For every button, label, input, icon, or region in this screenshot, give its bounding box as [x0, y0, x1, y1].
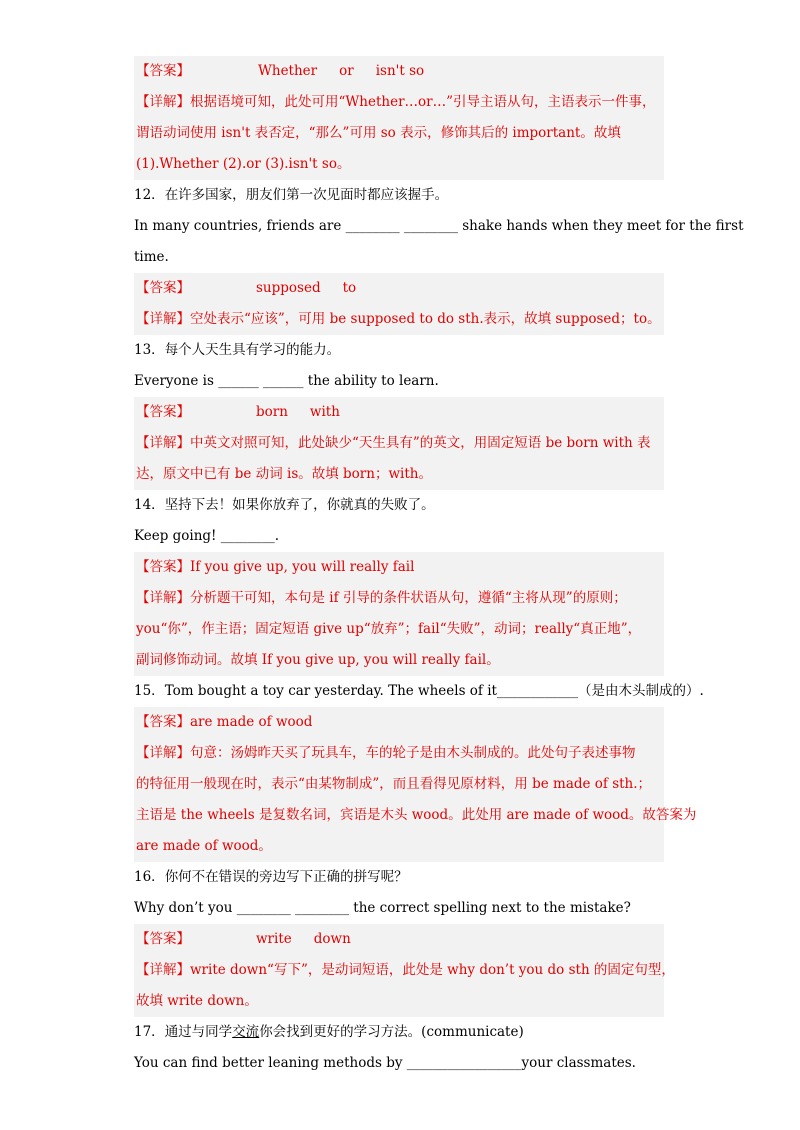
- answer-line: [136, 552, 662, 583]
- answer-label: 【答案】: [136, 63, 190, 79]
- question-cn-text: 你何不在错误的旁边写下正确的拼写呢？: [164, 869, 408, 885]
- detail-line: 副词修饰动词。故填 If you give up, you will really fail。: [136, 652, 500, 668]
- detail-line: [136, 304, 662, 335]
- answer-line: [136, 56, 662, 87]
- answer-label: 【答案】: [136, 280, 190, 296]
- answer-label: 【答案】: [136, 714, 190, 730]
- question-en: time.: [134, 249, 169, 265]
- detail-text: 句意：汤姆昨天买了玩具车，车的轮子是由木头制成的。此处句子表述事物: [190, 745, 636, 761]
- detail-line: [136, 738, 662, 769]
- underlined-word: 交流: [232, 1024, 260, 1040]
- question-en: In many countries, friends are ________ ________ shake hands when they meet for the first: [134, 218, 744, 234]
- detail-line: 主语是 the wheels 是复数名词，宾语是木头 wood。此处用 are made of wood。故答案为: [136, 807, 697, 823]
- answer-word: or: [339, 63, 354, 79]
- question-number: 16．: [134, 869, 165, 885]
- question-en: Why don’t you ________ ________ the correct spelling next to the mistake?: [134, 900, 631, 916]
- detail-text: 空处表示“应该”，可用 be supposed to do sth.表示，故填 supposed；to。: [190, 311, 661, 327]
- detail-label: 【详解】: [136, 311, 190, 327]
- detail-label: 【详解】: [136, 590, 190, 606]
- question-number: 14．: [134, 497, 165, 513]
- question-cn: [134, 180, 664, 211]
- answer-box: [134, 273, 664, 335]
- question-cn: [134, 490, 664, 521]
- answer-line: [136, 397, 662, 428]
- question-number: 13．: [134, 342, 165, 358]
- question-number: 12．: [134, 187, 165, 203]
- answer-word: are made of wood: [190, 714, 313, 730]
- question-en: You can find better leaning methods by _________________your classmates.: [134, 1055, 636, 1071]
- answer-label: 【答案】: [136, 404, 190, 420]
- detail-label: 【详解】: [136, 94, 190, 110]
- answer-box: [134, 707, 697, 862]
- answer-box: [134, 552, 664, 676]
- detail-line: 达，原文中已有 be 动词 is。故填 born；with。: [136, 466, 432, 482]
- question-cn: [134, 862, 664, 893]
- detail-line: [136, 87, 662, 118]
- answer-line: [136, 707, 662, 738]
- detail-text: 根据语境可知，此处可用“Whether…or…”引导主语从句，主语表示一件事，: [190, 94, 656, 110]
- answer-box: [134, 56, 664, 180]
- answer-box: [134, 924, 675, 1017]
- detail-label: 【详解】: [136, 962, 190, 978]
- detail-line: 谓语动词使用 isn't 表否定，“那么”可用 so 表示，修饰其后的 important。故填: [136, 125, 621, 141]
- question-cn-text: 通过与同学: [164, 1024, 233, 1040]
- detail-text: write down“写下”，是动词短语，此处是 why don’t you do sth 的固定句型，: [190, 962, 675, 978]
- answer-label: 【答案】: [136, 931, 190, 947]
- question-cn-text: 在许多国家，朋友们第一次见面时都应该握手。: [164, 187, 449, 203]
- answer-label: 【答案】: [136, 559, 190, 575]
- detail-line: [136, 428, 662, 459]
- detail-line: [136, 955, 675, 986]
- question-cn: [134, 335, 664, 366]
- answer-line: [136, 273, 662, 304]
- question-cn-text: 每个人天生具有学习的能力。: [164, 342, 341, 358]
- answer-word: isn't so: [375, 63, 425, 79]
- answer-word: Whether: [258, 63, 318, 79]
- answer-word: supposed: [256, 280, 321, 296]
- question-en: Keep going! ________.: [134, 528, 280, 544]
- question-en-text: Tom bought a toy car yesterday. The wheels of it____________（是由木头制成的）.: [164, 683, 704, 699]
- question-en: [134, 676, 704, 707]
- answer-word: with: [309, 404, 340, 420]
- detail-text: 分析题干可知，本句是 if 引导的条件状语从句，遵循“主将从现”的原则；: [190, 590, 627, 606]
- question-en: Everyone is ______ ______ the ability to learn.: [134, 373, 439, 389]
- answer-box: [134, 397, 664, 490]
- detail-label: 【详解】: [136, 745, 190, 761]
- detail-text: 中英文对照可知，此处缺少“天生具有”的英文，用固定短语 be born with 表: [190, 435, 651, 451]
- document-page: [134, 56, 744, 1079]
- detail-label: 【详解】: [136, 435, 190, 451]
- question-cn-text: 坚持下去！如果你放弃了，你就真的失败了。: [164, 497, 435, 513]
- detail-line: (1).Whether (2).or (3).isn't so。: [136, 156, 351, 172]
- detail-line: are made of wood。: [136, 838, 272, 854]
- question-cn: [134, 1017, 664, 1048]
- answer-word: born: [256, 404, 288, 420]
- answer-word: If you give up, you will really fail: [190, 559, 415, 575]
- question-number: 17．: [134, 1024, 165, 1040]
- detail-line: you“你”，作主语；固定短语 give up“放弃”；fail“失败”，动词；really“真正地”，: [136, 621, 642, 637]
- detail-line: 的特征用一般现在时，表示“由某物制成”，而且看得见原材料，用 be made of sth.；: [136, 776, 652, 792]
- question-number: 15．: [134, 683, 165, 699]
- answer-line: [136, 924, 662, 955]
- detail-line: 故填 write down。: [136, 993, 258, 1009]
- detail-line: [136, 583, 662, 614]
- answer-word: down: [313, 931, 351, 947]
- question-cn-text: 你会找到更好的学习方法。(communicate): [259, 1024, 524, 1040]
- answer-word: write: [256, 931, 292, 947]
- answer-word: to: [342, 280, 357, 296]
